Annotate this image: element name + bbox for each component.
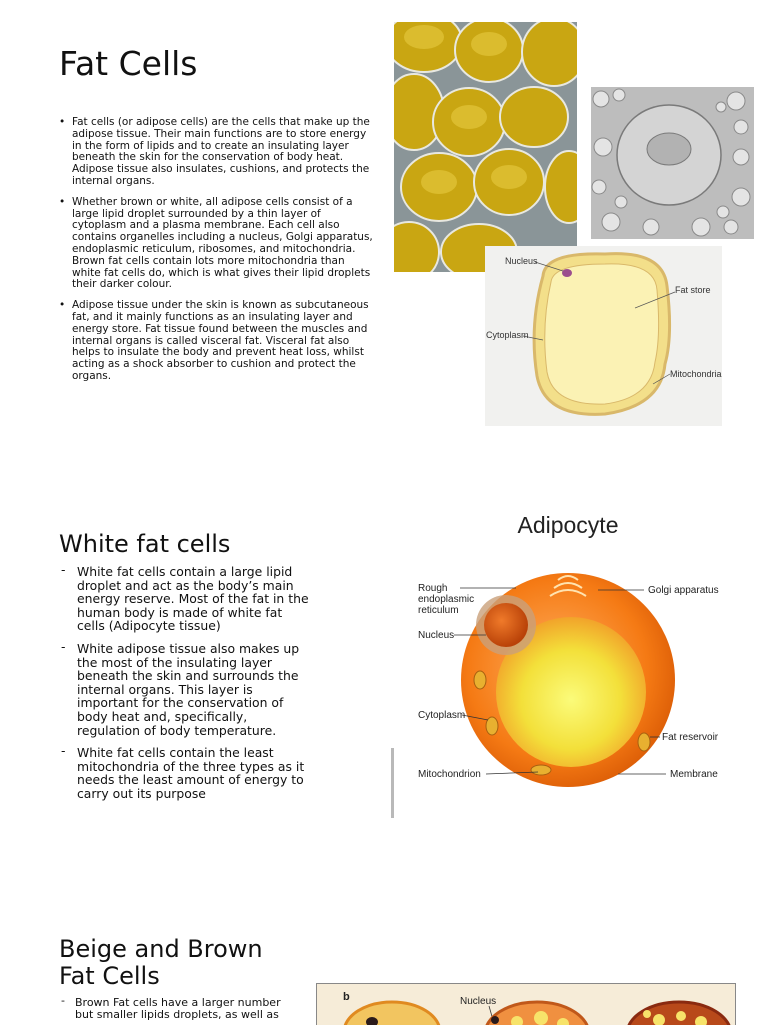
mitochondria-label: Mitochondria (670, 369, 722, 379)
nucleus-label: Nucleus (460, 996, 497, 1007)
cytoplasm-label: Cytoplasm (418, 710, 466, 721)
beige-brown-heading: Beige and Brown Fat Cells (59, 935, 263, 990)
list-item: - White adipose tissue also makes up the most of the insulating layer beneath the skin and surrounds the internal organs. This layer is important for the conservation of body heat and, specifically, regulation of body temperature. (59, 642, 309, 737)
membrane-label: Membrane (670, 769, 718, 780)
fat-store-label: Fat store (675, 285, 711, 295)
mitochondrion-label: Mitochondrion (418, 769, 481, 780)
beige-brown-bullet-list (59, 997, 289, 1021)
adipose-tissue-photo (394, 22, 577, 272)
brown-fat-diagram (316, 983, 736, 1025)
nucleus-label: Nucleus (418, 630, 455, 641)
nucleus-label: Nucleus (505, 256, 538, 266)
list-item: - Brown Fat cells have a larger number but smaller lipids droplets, as well as (59, 997, 289, 1021)
rough-er-label-3: reticulum (418, 605, 459, 616)
list-item: - White fat cells contain the least mitochondria of the three types as it needs the least amount of energy to carry out its purpose (59, 746, 309, 800)
list-item: - White fat cells contain a large lipid droplet and act as the body’s main energy reserve. Most of the fat in the human body is made of white fat cells (Adipocyte tissue) (59, 565, 309, 633)
cytoplasm-label: Cytoplasm (486, 330, 529, 340)
rough-er-label-2: endoplasmic (418, 594, 475, 605)
adipocyte-diagram (388, 480, 748, 825)
fat-reservoir-label: Fat reservoir (662, 732, 719, 743)
white-fat-bullet-list (59, 565, 309, 810)
fat-cell-diagram (485, 246, 722, 426)
rough-er-label-1: Rough (418, 583, 448, 594)
page-title: Fat Cells (59, 44, 198, 83)
electron-micrograph (591, 87, 754, 239)
adipocyte-title: Adipocyte (517, 512, 619, 538)
white-fat-cells-heading: White fat cells (59, 530, 231, 558)
list-item: • Whether brown or white, all adipose cells consist of a large lipid droplet surrounded by a thin layer of cytoplasm and a plasma membrane. Each cell also contains organelles including a nucleus, Golgi apparatus, endoplasmic reticulum, ribosomes, and mitochondria. Brown fat cells contain lots more mitochondria than white fat cells do, which is what gives their lipid droplets their darker colour. (59, 197, 374, 291)
list-item: • Fat cells (or adipose cells) are the cells that make up the adipose tissue. Their main functions are to store energy in the form of lipids and to create an insulating layer beneath the skin for the conservation of body heat. Adipose tissue also insulates, cushions, and protects the internal organs. (59, 117, 374, 188)
golgi-label: Golgi apparatus (648, 585, 719, 596)
panel-label: b (343, 991, 350, 1003)
fat-cells-bullet-list (59, 117, 374, 392)
list-item: • Adipose tissue under the skin is known as subcutaneous fat, and it mainly functions as an insulating layer and energy store. Fat tissue found between the muscles and internal organs is called visceral fat. Visceral fat also helps to insulate the body and prevent heat loss, whilst acting as a shock absorber to cushion and protect the organs. (59, 300, 374, 383)
